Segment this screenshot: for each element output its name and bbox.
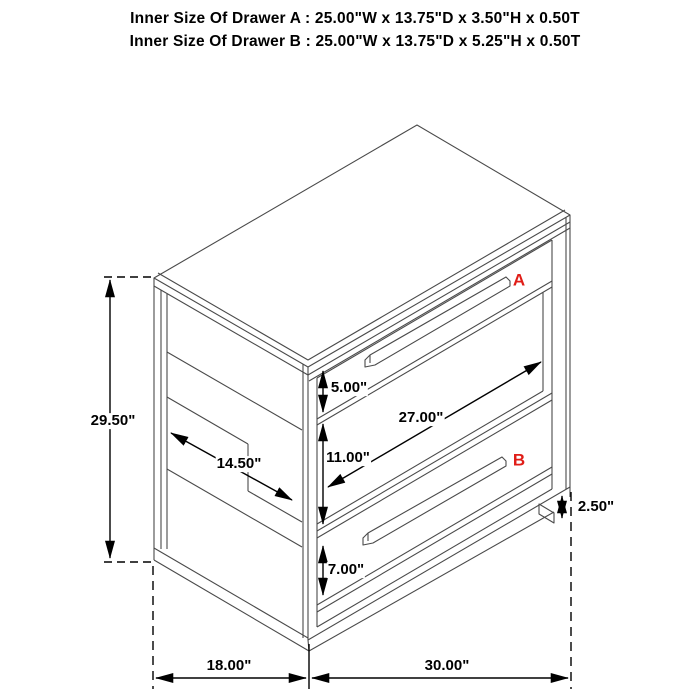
drawer-b-bottom-edge [317, 467, 552, 605]
overall-depth-label: 18.00" [206, 657, 252, 675]
front-plinth-bottom-edge [309, 512, 554, 651]
side-opening-bottom-edge [167, 469, 302, 547]
shelf-opening-height-label: 11.00" [326, 449, 370, 467]
shelf-depth-label: 14.50" [216, 455, 262, 473]
shelf-opening-width-label: 27.00" [398, 409, 444, 427]
drawer-a-label: A [512, 270, 526, 290]
drawer-a-handle [365, 277, 510, 367]
cabinet-top-face [154, 125, 570, 367]
shelf-interior-edge-c [248, 491, 302, 522]
drawer-a-front-height-label: 5.00" [330, 379, 368, 397]
overall-width-label: 30.00" [424, 657, 470, 675]
overall-height-label: 29.50" [90, 412, 136, 430]
top-slab-edge-front [308, 222, 570, 375]
drawer-b-inner-size-title: Inner Size Of Drawer B : 25.00"W x 13.75"D x 5.25"H x 0.50T [129, 33, 581, 50]
drawer-b-handle [363, 457, 506, 545]
drawer-b-label: B [512, 450, 526, 470]
front-frame-top-lip [309, 228, 570, 381]
drawer-b-front-height-label: 7.00" [327, 561, 365, 579]
top-slab-edge-side [154, 286, 308, 375]
base-height-label: 2.50" [577, 498, 615, 516]
drawer-a-top-edge [317, 240, 552, 378]
side-plinth-bottom-edge [154, 560, 309, 651]
side-opening-top-edge [167, 352, 302, 430]
side-bottom-edge [154, 548, 308, 638]
dimension-lines [104, 277, 571, 689]
drawer-a-inner-size-title: Inner Size Of Drawer A : 25.00"W x 13.75"D x 3.50"H x 0.50T [130, 10, 580, 27]
